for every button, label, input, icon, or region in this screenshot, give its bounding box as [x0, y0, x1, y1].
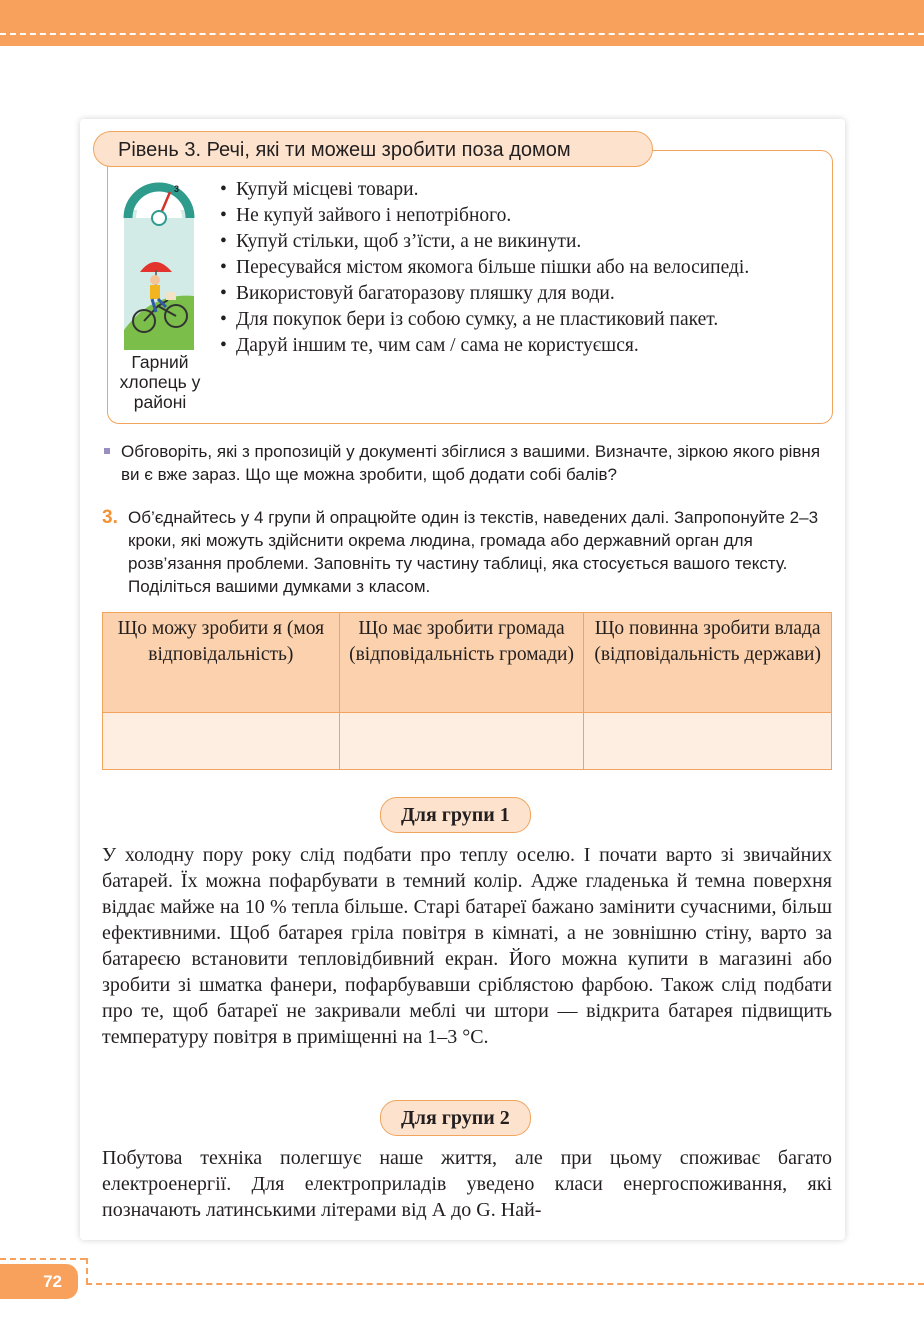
group-2-label: Для групи 2	[380, 1100, 531, 1136]
table-header-cell: Що повинна зробити влада (відповідальність держави)	[584, 613, 832, 713]
tip-item: • Не купуй зайвого і непотрібного.	[218, 203, 823, 229]
footer-dashed-line-left	[0, 1258, 86, 1260]
level-3-tips-list	[218, 177, 823, 359]
group-1-text: У холодну пору року слід подбати про теплу оселю. І почати варто зі звичайних батарей. Їх можна пофарбувати в темний колір. Адже гладенька й темна поверхня віддає майже на 10 % тепла більше. Старі батареї бажано замінити сучасними, більш ефективними. Щоб батарея гріла повітря в кімнаті, а не зовнішню стіну, варто за батареєю встановити тепловідбивний екран. Його можна купити в магазині або зробити зі шматка фанери, пофарбувавши сріблястою фарбою. Також слід подбати про те, щоб батареї не закривали меблі чи штори — відкрита батарея підвищить температуру повітря в приміщенні на 1–3 °С.	[102, 844, 832, 1048]
tip-item: • Купуй місцеві товари.	[218, 177, 823, 203]
bike-basket	[166, 292, 176, 300]
illustration-caption: Гарний хлопець у районі	[119, 352, 201, 412]
rider-head	[150, 275, 160, 285]
group-2-text: Побутова техніка полегшує наше життя, але при цьому споживає багато електроенергії. Для електроприладів уведено класи енергоспоживання, які позначають латинськими літерами від А до G. Най-	[102, 1147, 832, 1221]
tip-item: • Для покупок бери із собою сумку, а не пластиковий пакет.	[218, 307, 823, 333]
table-header-row	[103, 613, 832, 713]
table-cell	[584, 713, 832, 770]
tip-item: • Даруй іншим те, чим сам / сама не користуєшся.	[218, 333, 823, 359]
top-header-band	[0, 0, 924, 46]
top-dashed-line	[0, 33, 924, 35]
page-number: 72	[43, 1272, 62, 1291]
responsibility-table	[102, 612, 832, 770]
gauge-level-number: 3	[174, 184, 180, 194]
rider-shirt	[150, 285, 160, 299]
tip-item: • Купуй стільки, щоб з’їсти, а не викинути.	[218, 229, 823, 255]
table-header-cell: Що можу зробити я (моя відповідальність)	[103, 613, 340, 713]
discussion-text: Обговоріть, які з пропозицій у документі збіглися з вашими. Визначте, зіркою якого рівня ви є вже зараз. Що ще можна зробити, щоб додати собі балів?	[121, 442, 821, 484]
table-cell	[339, 713, 584, 770]
footer-dashed-line	[86, 1283, 924, 1285]
footer-dashed-line-vertical	[86, 1258, 88, 1284]
tip-item: • Використовуй багаторазову пляшку для води.	[218, 281, 823, 307]
table-header-cell: Що має зробити громада (відповідальність громади)	[339, 613, 584, 713]
task-text: Об’єднайтесь у 4 групи й опрацюйте один із текстів, наведених далі. Запропонуйте 2–3 кроки, які можуть здійснити окрема людина, громада або державний орган для розв’язання проблеми. Заповніть ту частину таблиці, яка стосується вашого тексту. Поділіться вашими думками з класом.	[128, 508, 819, 596]
cyclist-gauge-illustration	[122, 180, 196, 352]
table-cell	[103, 713, 340, 770]
group-1-label: Для групи 1	[380, 797, 531, 833]
task-number: 3.	[102, 507, 118, 528]
discussion-prompt	[104, 440, 834, 486]
gauge-hole	[152, 211, 166, 225]
level-3-title: Рівень 3. Речі, які ти можеш зробити поза домом	[93, 131, 653, 167]
task-3	[102, 506, 832, 598]
tip-item: • Пересувайся містом якомога більше пішки або на велосипеді.	[218, 255, 823, 281]
table-row	[103, 713, 832, 770]
square-bullet-icon	[104, 448, 110, 454]
